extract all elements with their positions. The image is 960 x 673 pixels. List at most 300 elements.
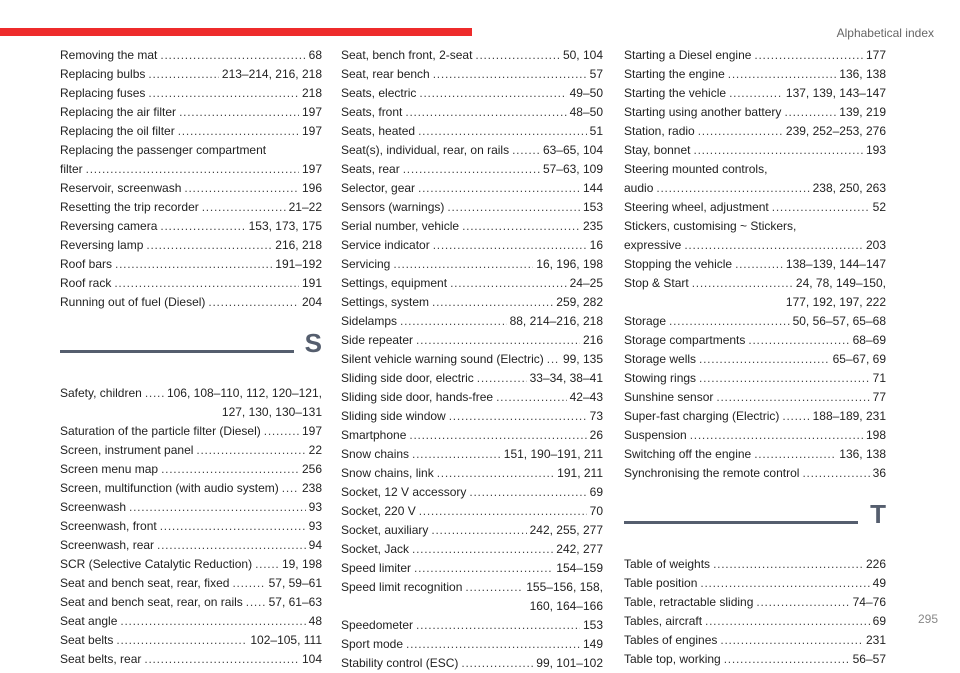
index-term: Sliding side door, electric — [341, 371, 474, 385]
index-term: Roof rack — [60, 276, 112, 290]
index-page-refs: 16 — [589, 238, 603, 252]
index-page-refs: 193 — [865, 143, 886, 157]
index-page-refs-continued: 127, 130, 130–131 — [221, 405, 322, 419]
index-term: Seat belts — [60, 633, 114, 647]
dot-leader — [264, 422, 299, 441]
index-entry — [624, 84, 886, 103]
index-entry-line — [341, 236, 603, 255]
index-page-refs: 218 — [301, 86, 322, 100]
index-entry-line — [341, 521, 603, 540]
index-column-2 — [341, 46, 603, 673]
index-entry — [60, 84, 322, 103]
index-page-refs: 197 — [301, 424, 322, 438]
index-term: Seat angle — [60, 614, 118, 628]
index-page-refs: 71 — [872, 371, 886, 385]
index-term: Storage wells — [624, 352, 697, 366]
dot-leader — [669, 312, 790, 331]
index-page-refs: 52 — [872, 200, 886, 214]
index-entry — [624, 217, 886, 255]
dot-leader — [157, 536, 306, 555]
dot-leader — [414, 559, 553, 578]
index-entry — [60, 555, 322, 574]
index-entry — [341, 578, 603, 616]
index-entry-line — [624, 555, 886, 574]
index-term: Socket, Jack — [341, 542, 410, 556]
index-entry-line — [341, 350, 603, 369]
dot-leader — [403, 160, 540, 179]
index-entry-line — [624, 331, 886, 350]
dot-leader — [699, 350, 830, 369]
index-entry — [60, 293, 322, 312]
index-entry-line — [60, 574, 322, 593]
index-page-refs: 22 — [308, 443, 322, 457]
index-term: Settings, system — [341, 295, 430, 309]
dot-leader — [802, 464, 869, 483]
dot-leader — [754, 46, 863, 65]
index-entry — [624, 46, 886, 65]
index-page-refs: 238, 250, 263 — [812, 181, 886, 195]
index-entry — [60, 612, 322, 631]
index-entry-line — [341, 65, 603, 84]
index-entry — [341, 274, 603, 293]
index-entry-line — [341, 388, 603, 407]
index-entry-line — [341, 312, 603, 331]
index-term: Socket, 220 V — [341, 504, 416, 518]
dot-leader — [86, 160, 299, 179]
index-entry — [624, 464, 886, 483]
index-term: Seat, bench front, 2-seat — [341, 48, 473, 62]
index-page-refs: 57, 61–63 — [268, 595, 322, 609]
index-entry — [341, 350, 603, 369]
index-entry-line — [624, 445, 886, 464]
index-entry — [341, 46, 603, 65]
index-entry-line — [341, 616, 603, 635]
index-term: SCR (Selective Catalytic Reduction) — [60, 557, 253, 571]
index-entry — [341, 426, 603, 445]
dot-leader — [144, 650, 299, 669]
index-entry-line — [341, 103, 603, 122]
index-term: Seats, electric — [341, 86, 417, 100]
index-term: Storage — [624, 314, 667, 328]
index-term: Speed limit recognition — [341, 580, 463, 594]
index-entry — [60, 536, 322, 555]
index-page-refs: 177 — [865, 48, 886, 62]
index-entry — [624, 122, 886, 141]
index-page-refs: 242, 255, 277 — [529, 523, 603, 537]
dot-leader — [720, 631, 863, 650]
dot-leader — [512, 141, 540, 160]
index-page-refs: 42–43 — [569, 390, 603, 404]
index-term: Silent vehicle warning sound (Electric) — [341, 352, 544, 366]
index-entry — [341, 84, 603, 103]
dot-leader — [729, 84, 783, 103]
index-page-refs: 102–105, 111 — [250, 633, 322, 647]
index-entry-line — [60, 460, 322, 479]
index-entry — [341, 445, 603, 464]
index-term: Socket, auxiliary — [341, 523, 429, 537]
index-page-refs: 21–22 — [288, 200, 322, 214]
index-term: Service indicator — [341, 238, 430, 252]
index-term: Replacing the air filter — [60, 105, 177, 119]
index-entry-line — [624, 65, 886, 84]
dot-leader — [698, 122, 783, 141]
index-term: Table of weights — [624, 557, 711, 571]
index-term: Sidelamps — [341, 314, 398, 328]
index-term: Table position — [624, 576, 698, 590]
index-term: Running out of fuel (Diesel) — [60, 295, 206, 309]
index-page-refs: 88, 214–216, 218 — [509, 314, 603, 328]
index-page-refs: 191, 211 — [557, 466, 603, 480]
dot-leader — [784, 103, 836, 122]
index-page-refs: 50, 104 — [562, 48, 603, 62]
dot-leader — [462, 217, 580, 236]
index-entry-term-line: Replacing the passenger compartment — [60, 143, 267, 157]
dot-leader — [705, 612, 870, 631]
index-entry — [341, 179, 603, 198]
dot-leader — [465, 578, 523, 597]
index-page-refs: 63–65, 104 — [542, 143, 603, 157]
index-page-refs: 65–67, 69 — [832, 352, 886, 366]
index-term: expressive — [624, 238, 682, 252]
index-entry — [624, 555, 886, 574]
index-entry-line — [624, 650, 886, 669]
index-page-refs: 196 — [301, 181, 322, 195]
index-entry — [624, 255, 886, 274]
index-term: Reversing camera — [60, 219, 158, 233]
index-page-refs: 69 — [872, 614, 886, 628]
index-term: Roof bars — [60, 257, 113, 271]
dot-leader — [179, 103, 299, 122]
index-entry — [60, 141, 322, 179]
index-page-refs-continued: 177, 192, 197, 222 — [785, 295, 886, 309]
index-group-s-end — [624, 46, 886, 483]
dot-leader — [699, 369, 870, 388]
dot-leader — [684, 236, 863, 255]
index-entry — [341, 312, 603, 331]
index-entry-line — [60, 160, 322, 179]
index-entry-line — [624, 574, 886, 593]
index-entry-line — [624, 350, 886, 369]
index-page-refs: 49–50 — [569, 86, 603, 100]
index-page-refs: 33–34, 38–41 — [529, 371, 603, 385]
index-entry-line — [60, 84, 322, 103]
dot-leader — [700, 574, 869, 593]
index-page-refs: 242, 277 — [556, 542, 603, 556]
index-entry — [341, 255, 603, 274]
index-term: Stability control (ESC) — [341, 656, 459, 670]
dot-leader — [782, 407, 809, 426]
index-page-refs: 136, 138 — [839, 67, 886, 81]
index-entry — [60, 217, 322, 236]
index-term: Seat and bench seat, rear, fixed — [60, 576, 230, 590]
dot-leader — [412, 540, 553, 559]
index-entry-line — [60, 103, 322, 122]
dot-leader — [160, 217, 245, 236]
index-entry-line — [624, 388, 886, 407]
dot-leader — [129, 498, 306, 517]
index-entry-line — [60, 498, 322, 517]
index-term: Super-fast charging (Electric) — [624, 409, 780, 423]
index-page-refs: 153 — [582, 200, 603, 214]
dot-leader — [412, 445, 501, 464]
index-entry-line — [624, 198, 886, 217]
index-page-refs: 139, 219 — [839, 105, 886, 119]
index-page-refs: 197 — [301, 105, 322, 119]
dot-leader — [418, 122, 587, 141]
index-entry-line — [60, 479, 322, 498]
dot-leader — [232, 574, 265, 593]
index-entry — [341, 198, 603, 217]
index-entry-line — [341, 217, 603, 236]
index-term: Snow chains — [341, 447, 410, 461]
index-entry — [341, 464, 603, 483]
index-entry-line — [60, 65, 322, 84]
index-page-refs: 19, 198 — [281, 557, 322, 571]
index-entry-line — [60, 593, 322, 612]
index-entry — [341, 540, 603, 559]
index-entry — [341, 65, 603, 84]
index-entry — [341, 616, 603, 635]
index-term: Screen menu map — [60, 462, 159, 476]
index-term: Screenwash — [60, 500, 127, 514]
index-page-refs: 203 — [865, 238, 886, 252]
index-page-refs-continued: 160, 164–166 — [529, 599, 603, 613]
index-page-refs: 70 — [589, 504, 603, 518]
dot-leader — [400, 312, 507, 331]
index-term: Side repeater — [341, 333, 414, 347]
dot-leader — [184, 179, 299, 198]
index-entry — [624, 312, 886, 331]
dot-leader — [656, 179, 809, 198]
section-header-s — [60, 328, 322, 374]
index-term: Replacing fuses — [60, 86, 146, 100]
index-term: Tables of engines — [624, 633, 718, 647]
index-page-refs: 56–57 — [852, 652, 886, 666]
index-term: Storage compartments — [624, 333, 746, 347]
index-entry-line — [341, 255, 603, 274]
index-term: Resetting the trip recorder — [60, 200, 199, 214]
dot-leader — [282, 479, 299, 498]
index-entry — [341, 635, 603, 654]
index-entry — [624, 65, 886, 84]
index-term: Speedometer — [341, 618, 414, 632]
index-entry-line — [341, 426, 603, 445]
index-entry-line — [624, 426, 886, 445]
index-page-refs: 26 — [589, 428, 603, 442]
section-rule — [60, 350, 294, 353]
index-term: Suspension — [624, 428, 687, 442]
index-entry — [341, 122, 603, 141]
dot-leader — [433, 236, 587, 255]
index-term: Removing the mat — [60, 48, 158, 62]
index-entry-line — [341, 578, 603, 597]
index-entry — [60, 574, 322, 593]
index-entry — [341, 141, 603, 160]
index-page-refs: 48–50 — [569, 105, 603, 119]
index-entry — [341, 331, 603, 350]
dot-leader — [754, 445, 836, 464]
dot-leader — [196, 441, 305, 460]
index-entry — [60, 65, 322, 84]
index-entry — [341, 217, 603, 236]
index-entry-line — [60, 255, 322, 274]
section-letter: S — [304, 328, 322, 358]
dot-leader — [160, 517, 306, 536]
index-term: filter — [60, 162, 83, 176]
index-entry-line — [624, 179, 886, 198]
index-entry-line — [624, 407, 886, 426]
dot-leader — [208, 293, 299, 312]
index-entry-line — [624, 369, 886, 388]
index-entry — [60, 650, 322, 669]
index-entry — [624, 445, 886, 464]
index-entry-line — [624, 274, 886, 293]
index-entry-line — [60, 517, 322, 536]
dot-leader — [713, 555, 863, 574]
index-entry — [60, 384, 322, 422]
index-entry — [341, 388, 603, 407]
index-page-refs: 155–156, 158, — [526, 580, 603, 594]
index-entry-line — [60, 555, 322, 574]
dot-leader — [145, 384, 164, 403]
index-entry — [624, 388, 886, 407]
index-entry-line — [60, 236, 322, 255]
section-header-t — [624, 499, 886, 545]
index-entry-line — [341, 464, 603, 483]
index-entry-line — [60, 293, 322, 312]
index-page-refs: 213–214, 216, 218 — [221, 67, 322, 81]
index-page-refs: 144 — [582, 181, 603, 195]
dot-leader — [148, 84, 299, 103]
section-rule — [624, 521, 858, 524]
index-term: Station, radio — [624, 124, 695, 138]
index-term: Seat(s), individual, rear, on rails — [341, 143, 510, 157]
index-term: Reversing lamp — [60, 238, 144, 252]
index-entry — [624, 274, 886, 312]
index-page-refs: 106, 108–110, 112, 120–121, — [166, 386, 322, 400]
dot-leader — [160, 46, 305, 65]
dot-leader — [419, 502, 587, 521]
index-term: Sliding side door, hands-free — [341, 390, 494, 404]
index-entry-line — [341, 331, 603, 350]
index-entry — [341, 160, 603, 179]
index-entry — [341, 559, 603, 578]
index-entry — [60, 593, 322, 612]
index-page-refs: 256 — [301, 462, 322, 476]
dot-leader — [496, 388, 567, 407]
index-page-refs: 57 — [589, 67, 603, 81]
index-term: Settings, equipment — [341, 276, 448, 290]
index-page-refs: 204 — [301, 295, 322, 309]
header-accent-bar — [0, 28, 472, 36]
index-page-refs: 191–192 — [275, 257, 322, 271]
index-entry — [624, 350, 886, 369]
index-page-refs: 136, 138 — [839, 447, 886, 461]
index-entry-line — [624, 612, 886, 631]
index-page-refs: 235 — [582, 219, 603, 233]
dot-leader — [409, 426, 586, 445]
dot-leader — [393, 255, 533, 274]
index-entry-line — [624, 84, 886, 103]
dot-leader — [724, 650, 850, 669]
index-entry-line — [60, 274, 322, 293]
index-entry-line — [60, 384, 322, 403]
index-entry-line — [60, 179, 322, 198]
index-page-refs: 68–69 — [852, 333, 886, 347]
index-entry — [60, 498, 322, 517]
index-term: Speed limiter — [341, 561, 412, 575]
index-entry-line — [60, 198, 322, 217]
index-entry — [60, 179, 322, 198]
index-term: Screenwash, front — [60, 519, 157, 533]
index-entry-line — [624, 631, 886, 650]
index-entry — [624, 612, 886, 631]
index-term: Switching off the engine — [624, 447, 752, 461]
dot-leader — [433, 65, 587, 84]
index-page-refs: 36 — [872, 466, 886, 480]
index-entry — [341, 103, 603, 122]
index-term: Table, retractable sliding — [624, 595, 754, 609]
index-term: Stopping the vehicle — [624, 257, 733, 271]
index-entry-line — [60, 46, 322, 65]
index-term: Snow chains, link — [341, 466, 434, 480]
index-entry — [60, 441, 322, 460]
index-page-refs: 99, 135 — [562, 352, 603, 366]
index-entry-line — [60, 631, 322, 650]
index-term: Replacing the oil filter — [60, 124, 175, 138]
index-term: Sunshine sensor — [624, 390, 714, 404]
index-group-r — [60, 46, 322, 312]
index-term: Socket, 12 V accessory — [341, 485, 467, 499]
index-entry — [624, 331, 886, 350]
index-page-refs: 191 — [301, 276, 322, 290]
index-term: Serial number, vehicle — [341, 219, 460, 233]
index-page-refs: 197 — [301, 124, 322, 138]
index-page-refs: 137, 139, 143–147 — [785, 86, 886, 100]
index-entry-line — [624, 122, 886, 141]
dot-leader — [449, 407, 587, 426]
index-entry — [624, 369, 886, 388]
index-term: Safety, children — [60, 386, 142, 400]
index-entry-line — [341, 179, 603, 198]
index-entry-line — [60, 422, 322, 441]
index-term: Steering wheel, adjustment — [624, 200, 769, 214]
index-entry — [624, 198, 886, 217]
index-page-refs: 231 — [865, 633, 886, 647]
index-term: Stowing rings — [624, 371, 697, 385]
index-group-s-continued — [341, 46, 603, 673]
index-page-refs: 48 — [308, 614, 322, 628]
index-page-refs: 216, 218 — [275, 238, 322, 252]
index-entry — [624, 650, 886, 669]
dot-leader — [202, 198, 286, 217]
index-entry — [60, 236, 322, 255]
index-entry-line — [341, 293, 603, 312]
index-term: Seats, front — [341, 105, 403, 119]
dot-leader — [690, 426, 863, 445]
index-entry-line — [624, 141, 886, 160]
index-entry-line — [341, 502, 603, 521]
index-page-refs: 94 — [308, 538, 322, 552]
index-entry — [624, 141, 886, 160]
index-term: Smartphone — [341, 428, 407, 442]
index-entry — [624, 593, 886, 612]
index-entry-line — [624, 464, 886, 483]
dot-leader — [416, 331, 580, 350]
index-entry-line — [341, 445, 603, 464]
dot-leader — [772, 198, 870, 217]
dot-leader — [178, 122, 299, 141]
